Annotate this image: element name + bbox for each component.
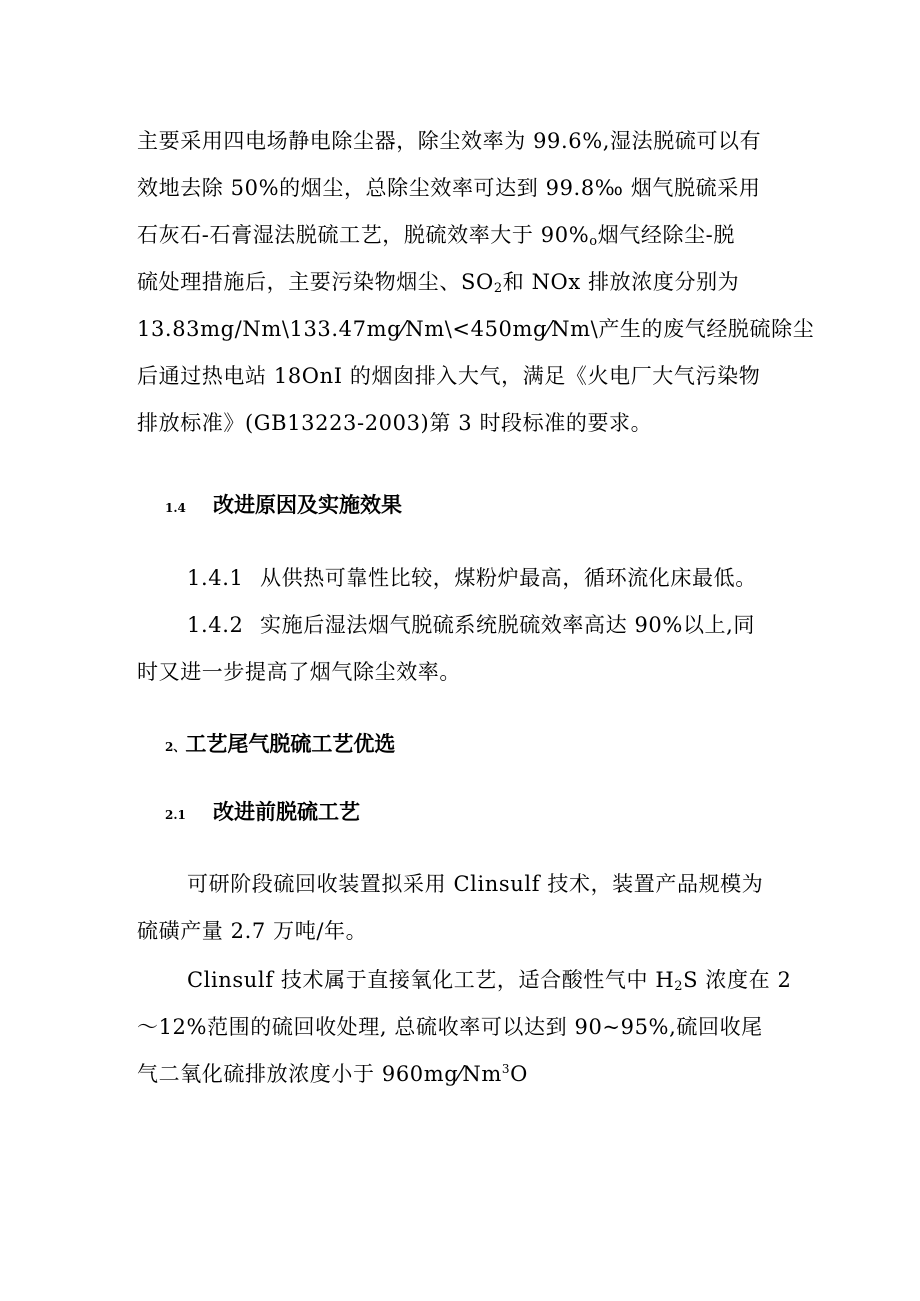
para3-line-1-a: Clinsulf 技术属于直接氧化工艺，适合酸性气中 H [187,968,675,992]
nm3-superscript: 3 [501,1062,511,1076]
item-1-4-1 [187,563,757,593]
para3-line-3-b: O [510,1062,528,1086]
para1-line-2: 效地去除 50%的烟尘，总除尘效率可达到 99.8‰ 烟气脱硫采用 [137,176,761,200]
item-1-4-1-text: 从供热可靠性比较，煤粉炉最高，循环流化床最低。 [260,566,757,590]
para1-line-6: 后通过热电站 18OnI 的烟囱排入大气，满足《火电厂大气污染物 [137,364,761,388]
so2-subscript: 2 [493,281,503,296]
para2-line-2: 硫磺产量 2.7 万吨/年。 [137,919,368,943]
para3-line-1 [187,965,791,995]
h2s-subscript: 2 [674,979,684,994]
section-2-1-title: 改进前脱硫工艺 [213,800,360,824]
para1-line-7: 排放标准》(GB13223-2003)第 3 时段标准的要求。 [137,411,653,435]
item-1-4-2 [187,610,755,640]
section-1-4-heading [137,490,402,523]
para1-line-3 [137,220,735,250]
item-1-4-1-number: 1.4.1 [187,566,244,590]
para3-line-2: ～12%范围的硫回收处理, 总硫收率可以达到 90~95%,硫回收尾 [137,1015,763,1039]
section-2-1-heading [137,797,360,830]
para3-line-3 [137,1059,528,1089]
para3-line-1-b: S 浓度在 2 [683,968,792,992]
section-2-number: 2、 [165,740,186,754]
item-1-4-2-number: 1.4.2 [187,613,244,637]
section-1-4-number: 1.4 [165,501,186,515]
para1-line-4-a: 硫处理措施后，主要污染物烟尘、SO [137,270,494,294]
para1-line-3-a: 石灰石-石膏湿法脱硫工艺，脱硫效率大于 90% [137,223,590,247]
para1-line-1: 主要采用四电场静电除尘器，除尘效率为 99.6%,湿法脱硫可以有 [137,129,762,153]
para1-line-3-sub: o [589,234,598,249]
section-2-1-number: 2.1 [165,808,186,822]
para2-line-1: 可研阶段硫回收装置拟采用 Clinsulf 技术，装置产品规模为 [187,872,764,896]
para1-line-4 [137,267,739,297]
section-2-title: 工艺尾气脱硫工艺优选 [185,732,396,756]
section-2-heading [137,729,395,762]
para1-line-5: 13.83mg/Nm\133.47mg⁄Nm\<450mg⁄Nm\产生的废气经脱硫除尘 [137,317,815,341]
para1-line-4-b: 和 NOx 排放浓度分别为 [502,270,740,294]
section-1-4-title: 改进原因及实施效果 [213,493,402,517]
para3-line-3-a: 气二氧化硫排放浓度小于 960mg⁄Nm [137,1062,502,1086]
para1-line-3-b: 烟气经除尘-脱 [597,223,735,247]
item-1-4-2-line-2: 时又进一步提高了烟气除尘效率。 [137,660,461,684]
item-1-4-2-text-1: 实施后湿法烟气脱硫系统脱硫效率高达 90%以上,同 [260,613,756,637]
